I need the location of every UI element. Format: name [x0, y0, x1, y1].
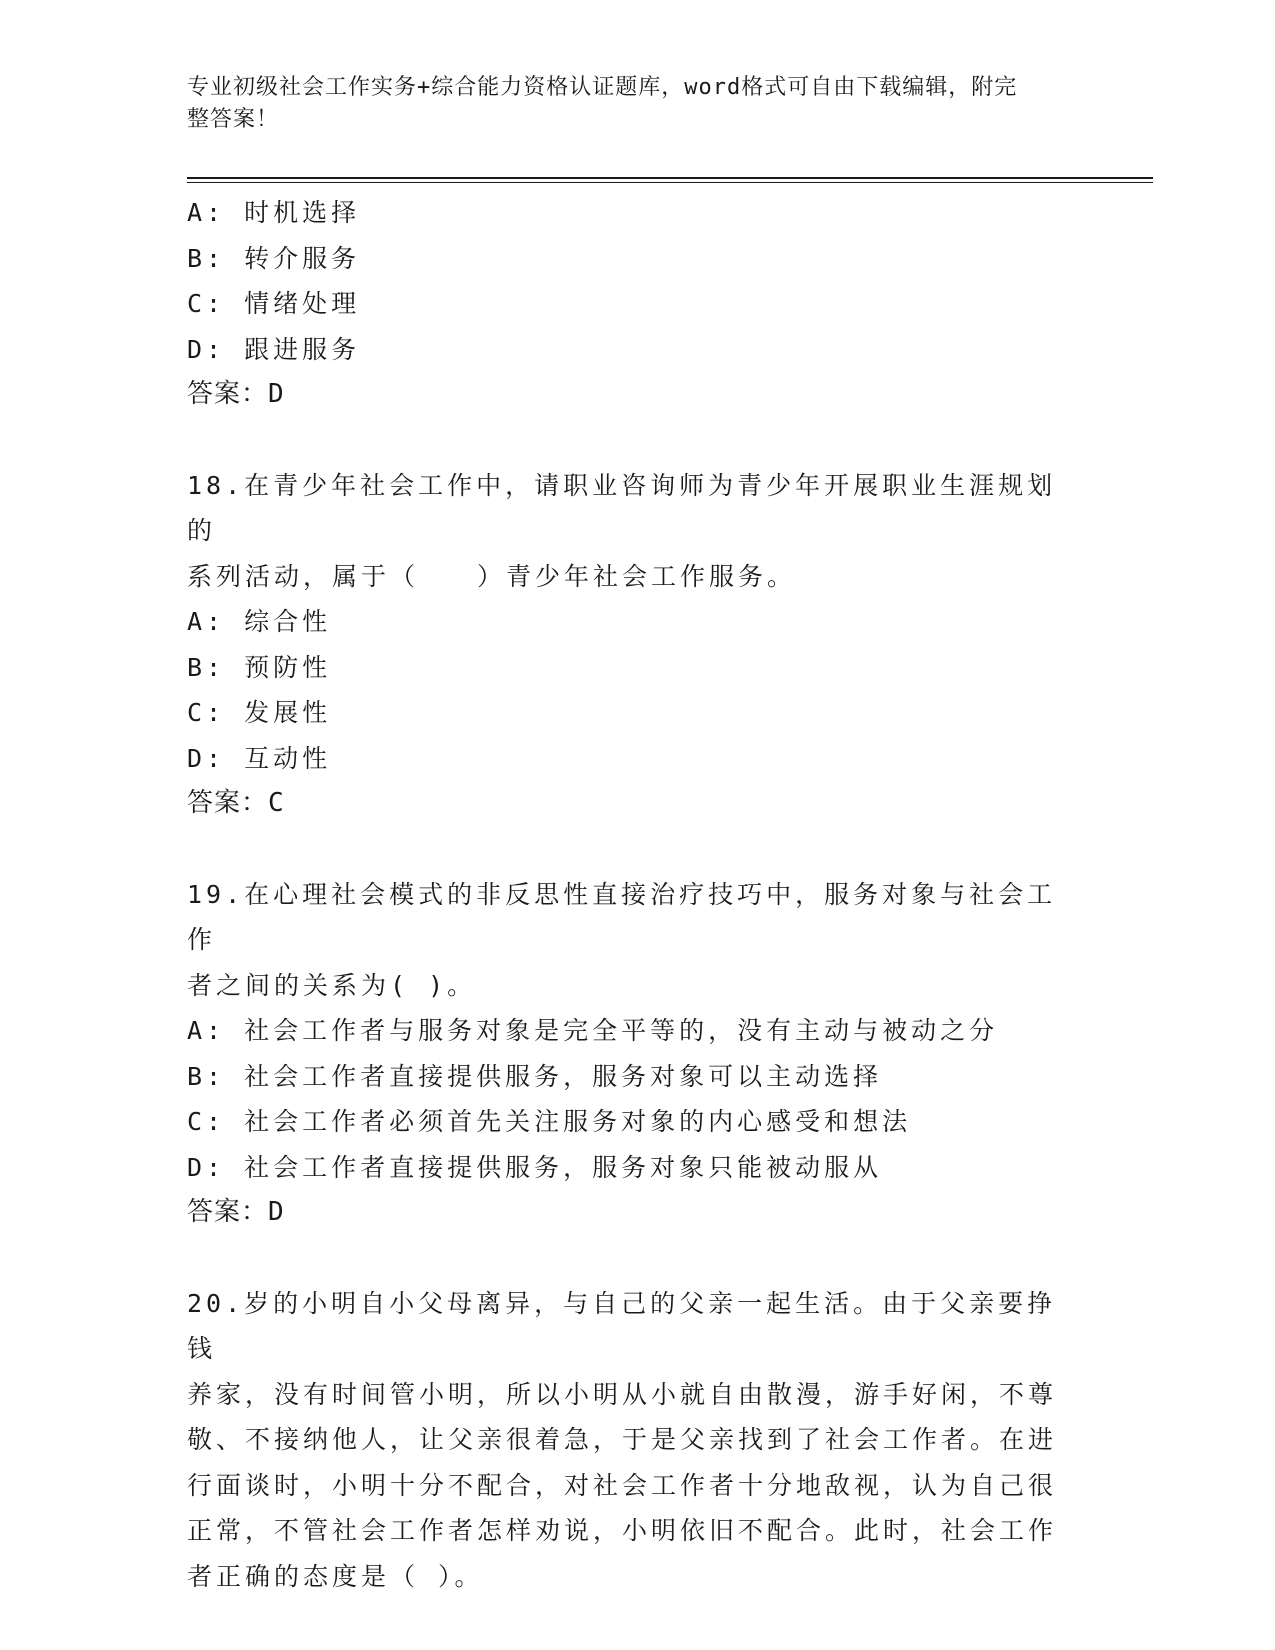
question-stem-line: 18.在青少年社会工作中，请职业咨询师为青少年开展职业生涯规划的	[187, 470, 1057, 545]
question-stem-line: 系列活动，属于（ ）青少年社会工作服务。	[187, 561, 797, 591]
option-a: A: 时机选择	[187, 198, 361, 227]
question-stem-line: 者正确的态度是（ ）。	[187, 1561, 484, 1591]
option-b: B: 转介服务	[187, 243, 361, 273]
option-a: A: 社会工作者与服务对象是完全平等的，没有主动与被动之分	[187, 1016, 999, 1045]
header-line-2: 整答案！	[187, 107, 280, 132]
question-17	[187, 190, 1077, 418]
answer-label: 答案：	[187, 788, 269, 818]
option-d: D: 跟进服务	[187, 334, 361, 364]
option-b: B: 社会工作者直接提供服务，服务对象可以主动选择	[187, 1061, 883, 1091]
question-spacer	[187, 1236, 1077, 1281]
answer-line	[187, 781, 1077, 827]
page-header	[187, 72, 1077, 136]
question-20	[187, 1281, 1077, 1600]
question-spacer	[187, 418, 1077, 463]
answer-label: 答案：	[187, 379, 269, 409]
answer-value: C	[268, 788, 285, 818]
answer-line	[187, 1190, 1077, 1236]
header-divider-thick	[187, 177, 1153, 179]
question-18	[187, 463, 1077, 827]
option-a: A: 综合性	[187, 607, 332, 636]
option-c: C: 社会工作者必须首先关注服务对象的内心感受和想法	[187, 1107, 912, 1136]
answer-line	[187, 372, 1077, 418]
question-19	[187, 872, 1077, 1236]
question-stem-line: 行面谈时，小明十分不配合，对社会工作者十分地敌视，认为自己很	[187, 1470, 1058, 1500]
question-stem-line: 者之间的关系为( )。	[187, 970, 477, 1000]
answer-value: D	[268, 379, 285, 409]
answer-label: 答案：	[187, 1197, 269, 1227]
question-stem-line: 敬、不接纳他人，让父亲很着急，于是父亲找到了社会工作者。在进	[187, 1425, 1058, 1454]
header-divider-thin	[187, 182, 1153, 183]
option-b: B: 预防性	[187, 652, 332, 682]
question-stem-line: 20.岁的小明自小父母离异，与自己的父亲一起生活。由于父亲要挣钱	[187, 1288, 1057, 1363]
question-content	[187, 190, 1077, 1599]
option-d: D: 互动性	[187, 743, 332, 773]
header-line-1: 专业初级社会工作实务+综合能力资格认证题库，word格式可自由下载编辑，附完	[187, 75, 1018, 100]
option-d: D: 社会工作者直接提供服务，服务对象只能被动服从	[187, 1152, 883, 1182]
question-stem-line: 正常，不管社会工作者怎样劝说，小明依旧不配合。此时，社会工作	[187, 1516, 1058, 1545]
option-c: C: 情绪处理	[187, 289, 361, 318]
answer-value: D	[268, 1197, 285, 1227]
question-stem-line: 养家，没有时间管小明，所以小明从小就自由散漫，游手好闲，不尊	[187, 1379, 1058, 1409]
question-stem-line: 19.在心理社会模式的非反思性直接治疗技巧中，服务对象与社会工作	[187, 879, 1057, 954]
question-spacer	[187, 827, 1077, 872]
option-c: C: 发展性	[187, 698, 332, 727]
